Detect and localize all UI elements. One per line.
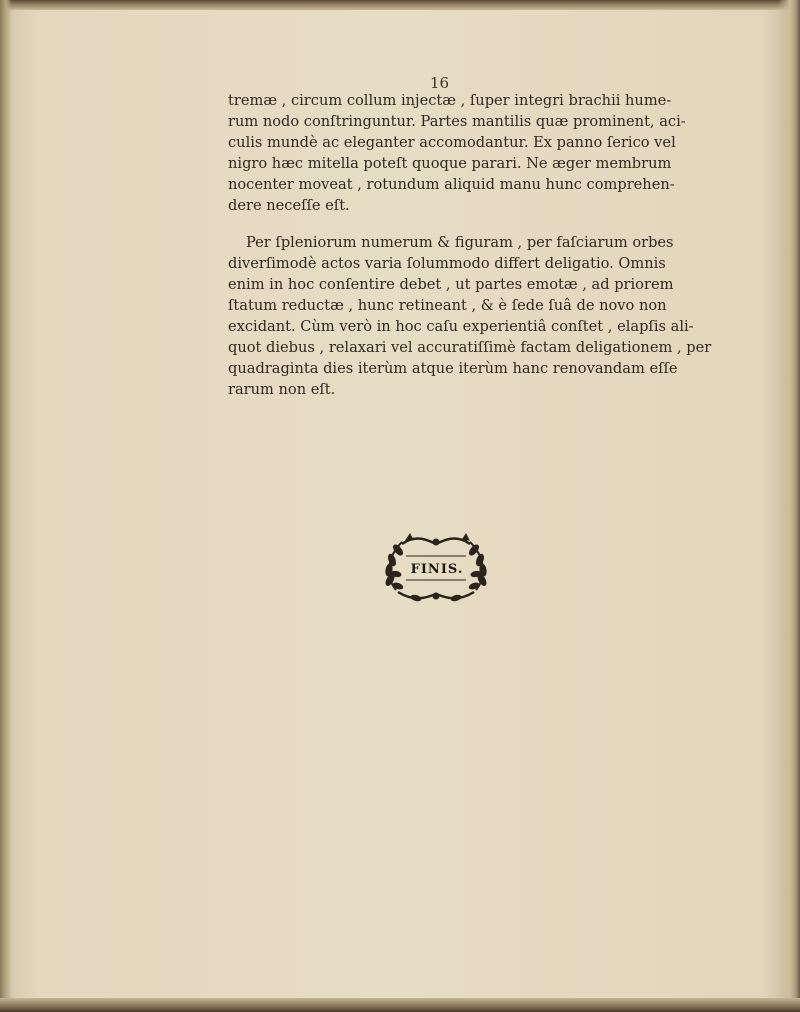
paragraph-1 xyxy=(228,90,686,217)
page-top-edge xyxy=(0,0,800,10)
paragraph-2 xyxy=(228,232,712,401)
page-number: 16 xyxy=(430,74,450,92)
text-line: culis mundè ac eleganter accomodantur. Ex panno ſerico vel xyxy=(228,134,676,152)
finis-label: FINIS. xyxy=(410,562,464,577)
text-line: ſtatum reductæ , hunc retineant , & è ſede ſuâ de novo non xyxy=(228,296,667,314)
body-text xyxy=(228,90,712,400)
text-line: Per ſpleniorum numerum & figuram , per faſciarum orbes xyxy=(246,233,674,251)
text-line: enim in hoc conſentire debet , ut partes emotæ , ad priorem xyxy=(228,275,674,293)
text-line: tremæ , circum collum injectæ , ſuper integri brachii hume- xyxy=(228,92,672,109)
page-bottom-edge xyxy=(0,998,800,1012)
text-line: quot diebus , relaxari vel accuratiſſimè factam deligationem , per xyxy=(228,339,712,357)
text-line: rum nodo conſtringuntur. Partes mantilis quæ prominent, aci- xyxy=(228,113,686,131)
text-line: nigro hæc mitella poteſt quoque parari. Ne æger membrum xyxy=(228,155,672,173)
paragraph-gap xyxy=(228,217,658,232)
page-left-edge xyxy=(0,0,12,1012)
text-line: quadraginta dies iterùm atque iterùm hanc renovandam eſſe xyxy=(228,360,678,378)
text-line: nocenter moveat , rotundum aliquid manu hunc comprehen- xyxy=(228,176,675,194)
text-line: excidant. Cùm verò in hoc caſu experientiâ conſtet , elapſis ali- xyxy=(228,317,694,335)
page-right-edge xyxy=(778,0,800,1012)
text-line: diverſimodè actos varia ſolummodo differt deligatio. Omnis xyxy=(228,254,666,272)
text-line: rarum non eſt. xyxy=(228,381,336,399)
text-line: dere neceſſe eſt. xyxy=(228,197,350,215)
